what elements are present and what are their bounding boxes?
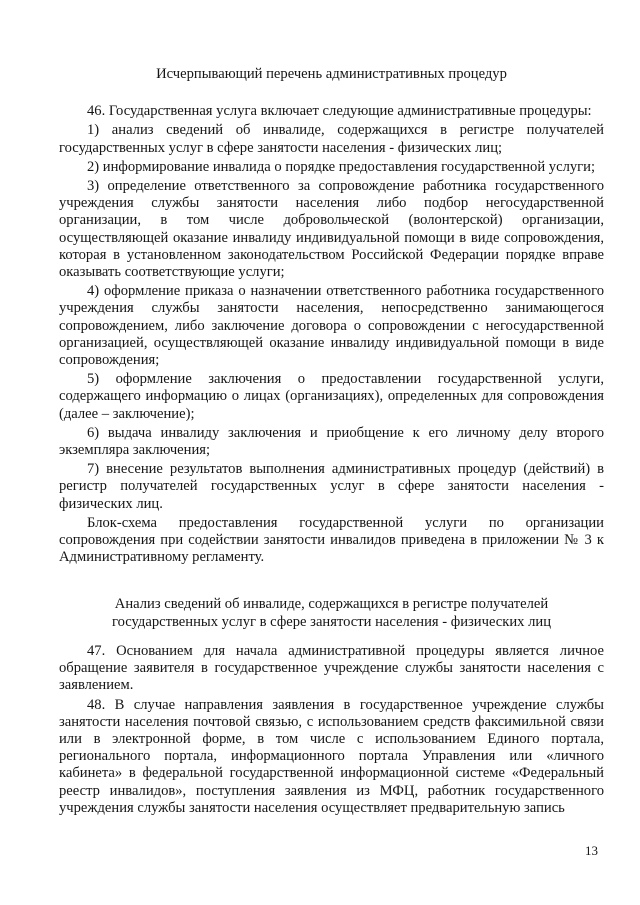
flowchart-reference: Блок-схема предоставления государственной услуги по организации сопровождения при содействии занятости инвалидов приведена в приложении № 3 к Административному регламенту. [59, 514, 604, 566]
paragraph-46: 46. Государственная услуга включает следующие административные процедуры: [87, 103, 592, 120]
paragraph-48: 48. В случае направления заявления в государственное учреждение службы занятости населения почтовой связью, с использованием средств факсимильной связи или в электронной форме, в том числе с использованием Единого портала, регионального портала, информационного портала Управления или «личного кабинета» в федеральной государственной информационной системе «Федеральный реестр инвалидов», поступления заявления из МФЦ, работник государственного учреждения службы занятости населения осуществляет предварительную запись [59, 696, 604, 816]
paragraph-47: 47. Основанием для начала административной процедуры является личное обращение заявителя в государственное учреждение службы занятости населения с заявлением. [59, 642, 604, 694]
list-item-2: 2) информирование инвалида о порядке предоставления государственной услуги; [87, 158, 596, 175]
page-number: 13 [585, 843, 598, 858]
list-item-1: 1) анализ сведений об инвалиде, содержащихся в регистре получателей государственных услуг в сфере занятости населения - физических лиц; [59, 122, 604, 156]
list-item-7: 7) внесение результатов выполнения административных процедур (действий) в регистр получателей государственных услуг в сфере занятости населения - физических лиц. [59, 461, 604, 512]
section-title: Исчерпывающий перечень административных процедур [156, 66, 507, 82]
list-item-3: 3) определение ответственного за сопровождение работника государственного учреждения службы занятости населения либо подбор негосударственной организации, в том числе добровольческой (волонтерской) организации, осуществляющей оказание инвалиду индивидуальной помощи в виде сопровождения, которая в установленном законодательством Российской Федерации порядке вправе оказывать соответствующие услуги; [59, 178, 604, 281]
list-item-4: 4) оформление приказа о назначении ответственного работника государственного учреждения службы занятости населения, непосредственно занимающегося сопровождением, либо заключение договора о сопровождении с негосударственной организацией, осуществляющей оказание инвалиду индивидуальной помощи в виде сопровождения; [59, 283, 604, 369]
subsection-title: Анализ сведений об инвалиде, содержащихся в регистре получателей государственных услуг в сфере занятости населения - физических лиц [111, 596, 552, 630]
list-item-5: 5) оформление заключения о предоставлении государственной услуги, содержащего информацию о лицах (организациях), определенных для сопровождения (далее – заключение); [59, 371, 604, 422]
page-content [59, 62, 604, 819]
list-item-6: 6) выдача инвалиду заключения и приобщение к его личному делу второго экземпляра заключения; [59, 424, 604, 459]
